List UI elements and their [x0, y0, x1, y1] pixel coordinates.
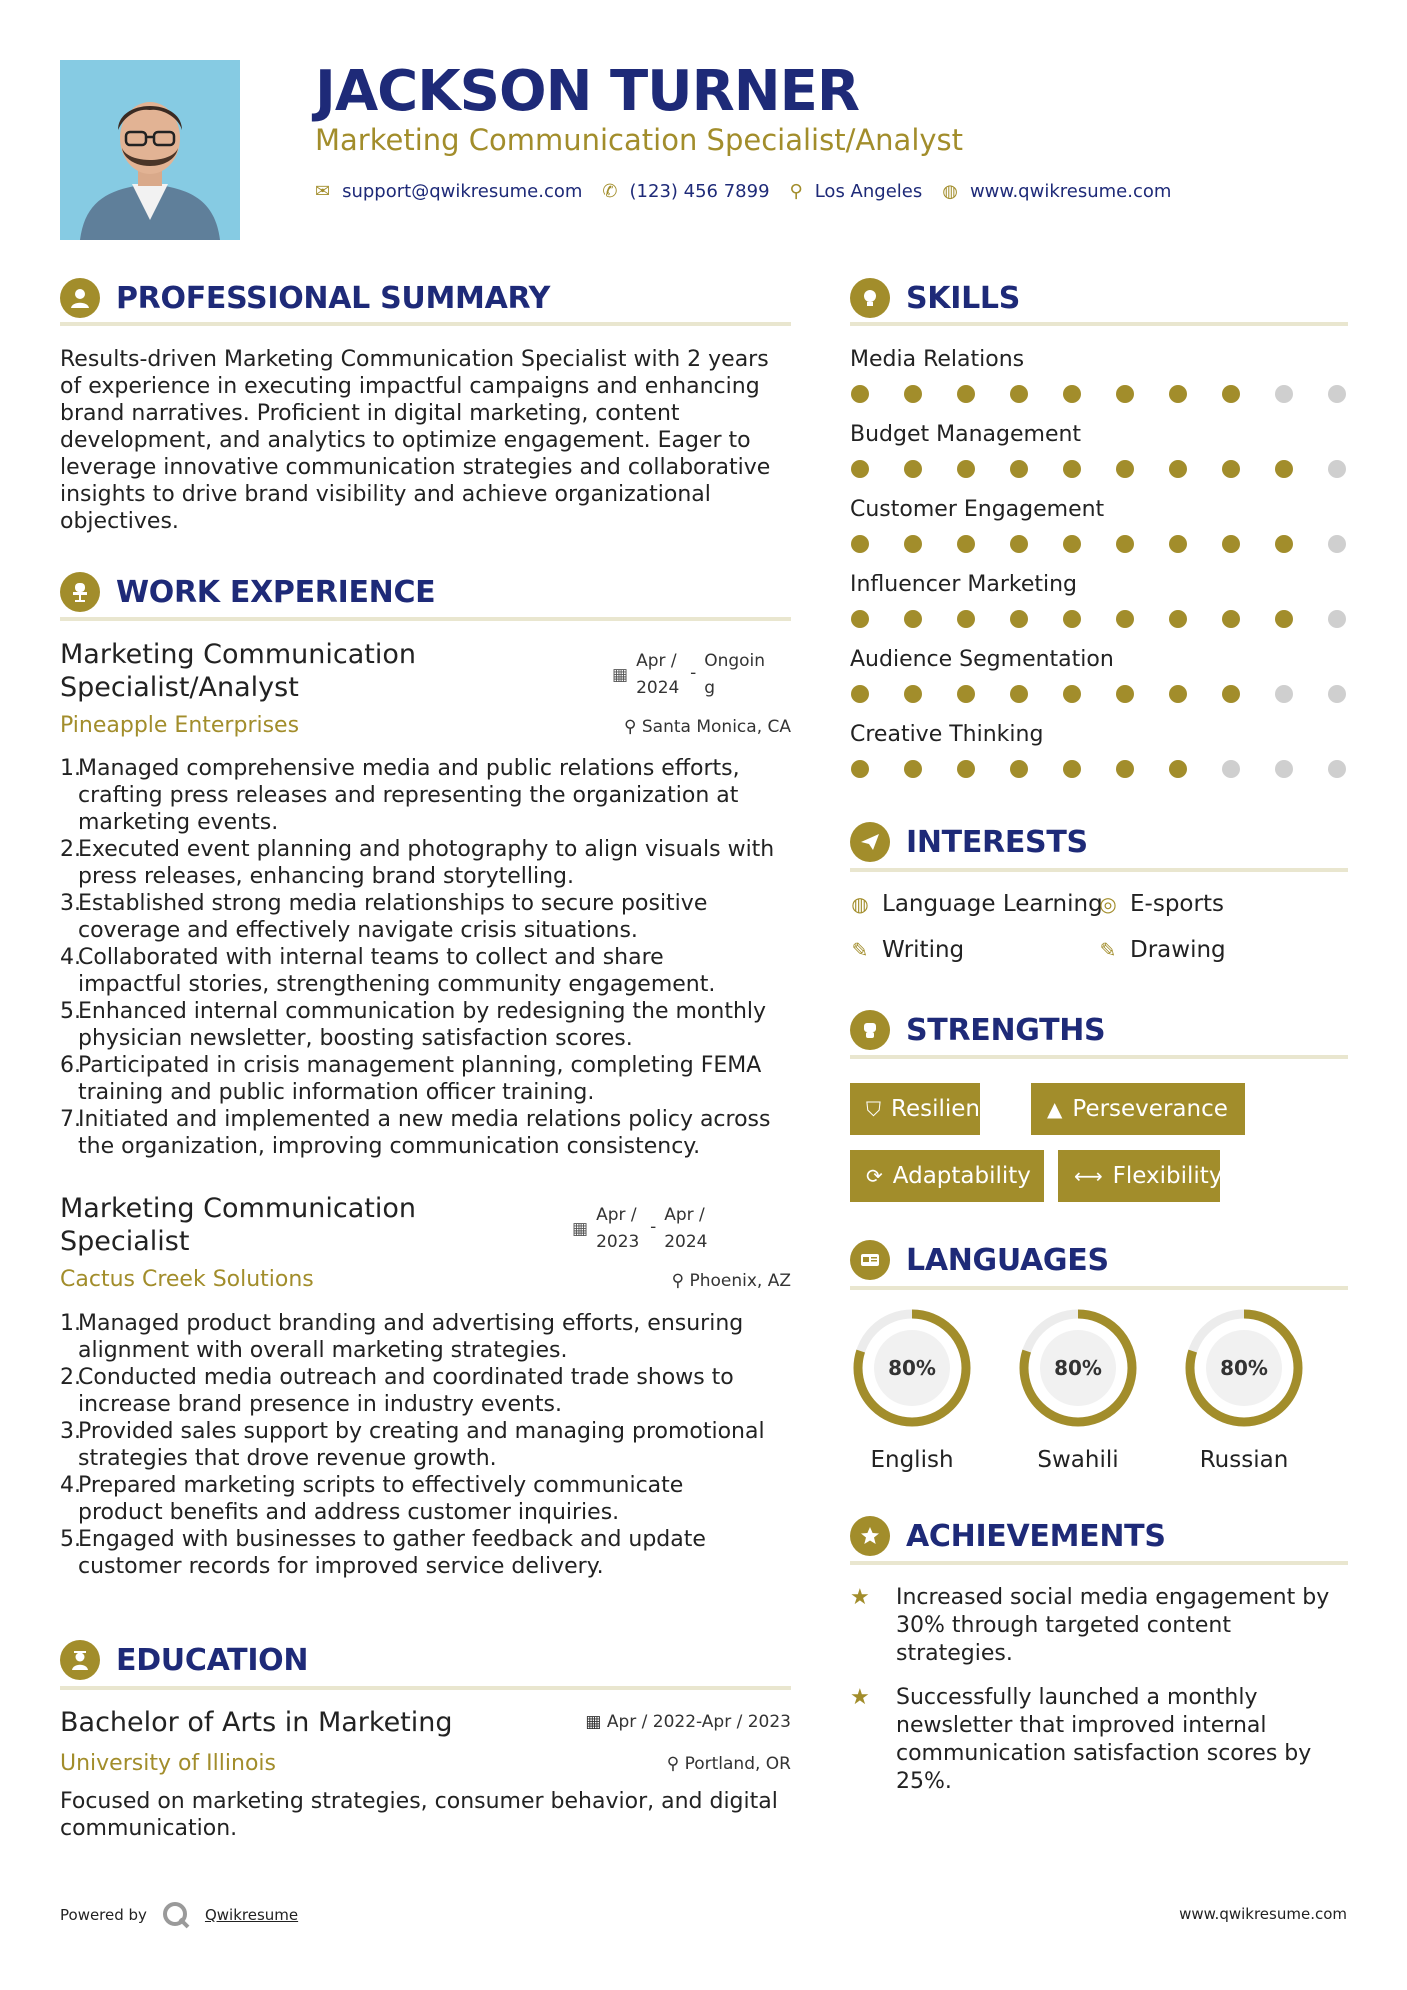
id-card-icon [850, 1240, 890, 1280]
contact-bar [315, 178, 1191, 206]
company-name: Cactus Creek Solutions [60, 1267, 314, 1292]
road-icon: ▲ [1047, 1097, 1063, 1121]
arrows-horizontal-icon: ⟷ [1074, 1164, 1103, 1188]
skill-dot-empty [1328, 535, 1346, 553]
footer-powered-by: Powered by Qwikresume [60, 1900, 298, 1930]
skill-dot-filled [1222, 610, 1240, 628]
skill-dot-filled [904, 535, 922, 553]
skill-rating [851, 385, 1346, 403]
graduate-icon [60, 1640, 100, 1680]
skill-dot-filled [1010, 685, 1028, 703]
skill-dot-empty [1328, 760, 1346, 778]
job-title: Marketing Communication Specialist/Analyst [60, 639, 416, 703]
contact-location: Los Angeles [814, 181, 923, 202]
skill-dot-filled [851, 610, 869, 628]
skill-dot-filled [1063, 385, 1081, 403]
skill-dot-filled [1222, 535, 1240, 553]
qwikresume-logo-icon [161, 1900, 191, 1930]
skill-dot-filled [1222, 385, 1240, 403]
pencil-icon: ✎ [851, 938, 869, 962]
skill-dot-empty [1328, 385, 1346, 403]
fist-icon [850, 1010, 890, 1050]
job-bullet: 4. Collaborated with internal teams to collect and share impactful stories, strengthening community engagement. [60, 945, 716, 997]
text-line: insights to drive brand visibility and achieve organizational [60, 482, 711, 507]
company-name: Pineapple Enterprises [60, 713, 300, 738]
job-bullet: 3. Established strong media relationships to secure positive coverage and effectively navigate crisis situations. [60, 891, 708, 943]
globe-icon: ◍ [851, 892, 869, 916]
skill-name: Audience Segmentation [850, 647, 1114, 672]
skill-dot-filled [1063, 685, 1081, 703]
skill-dot-empty [1275, 385, 1293, 403]
text-line: communication. [60, 1816, 238, 1841]
lightbulb-icon [850, 278, 890, 318]
skill-dot-filled [904, 460, 922, 478]
strengths-heading [850, 1008, 1105, 1052]
skill-dot-filled [1169, 760, 1187, 778]
skill-dot-filled [1063, 610, 1081, 628]
calendar-icon: ▦ [572, 1219, 589, 1239]
candidate-name: JACKSON TURNER [315, 59, 860, 124]
skill-name: Customer Engagement [850, 497, 1105, 522]
text-line: brand narratives. Proficient in digital marketing, content [60, 401, 680, 426]
skill-dot-filled [957, 610, 975, 628]
skill-dot-filled [1010, 610, 1028, 628]
text-line: Focused on marketing strategies, consumer behavior, and digital [60, 1789, 778, 1814]
job-dates: ▦ Apr / 2024 - Ongoin g [612, 651, 766, 698]
skill-dot-filled [1116, 460, 1134, 478]
skill-dot-filled [851, 385, 869, 403]
achievement-text: Increased social media engagement by 30% through targeted content strategies. [896, 1585, 1330, 1666]
achievements-heading [850, 1514, 1166, 1558]
job-bullet: 1. Managed product branding and advertising efforts, ensuring alignment with overall marketing strategies. [60, 1311, 744, 1363]
skill-rating [851, 460, 1346, 478]
interest-item: ✎ Drawing [1099, 937, 1226, 963]
language-percent: 80% [888, 1356, 936, 1380]
pin-icon: ⚲ [666, 1754, 685, 1774]
language-name: English [870, 1447, 954, 1473]
skill-dot-filled [1063, 760, 1081, 778]
skill-dot-filled [1275, 610, 1293, 628]
skill-dot-filled [1275, 460, 1293, 478]
language-percent: 80% [1054, 1356, 1102, 1380]
skill-dot-filled [1169, 460, 1187, 478]
skill-dot-filled [957, 760, 975, 778]
strength-badge: ⛉ Resilience [850, 1083, 980, 1135]
strengths-title: STRENGTHS [906, 1012, 1106, 1048]
language-item [850, 1306, 974, 1474]
pin-icon: ⚲ [671, 1271, 690, 1291]
education-description [60, 1788, 810, 1842]
achievement-text: Successfully launched a monthly newsletter that improved internal communication satisfaction scores by 25%. [896, 1685, 1312, 1794]
user-icon [60, 278, 100, 318]
contact-email[interactable]: support@qwikresume.com [342, 181, 583, 202]
achievements-divider [850, 1561, 1348, 1565]
skill-dot-filled [1063, 460, 1081, 478]
skill-dot-filled [1222, 460, 1240, 478]
skill-dot-filled [1063, 535, 1081, 553]
language-item [1016, 1306, 1140, 1474]
skill-dot-filled [851, 685, 869, 703]
skill-dot-filled [1169, 385, 1187, 403]
skill-dot-filled [1010, 460, 1028, 478]
language-name: Russian [1199, 1447, 1289, 1473]
skill-dot-filled [957, 385, 975, 403]
footer-site[interactable]: www.qwikresume.com [1179, 1905, 1347, 1923]
achievements-title: ACHIEVEMENTS [906, 1518, 1166, 1554]
interest-item: ◎ E-sports [1099, 891, 1224, 917]
job-title: Marketing Communication Specialist [60, 1193, 416, 1257]
summary-title: PROFESSIONAL SUMMARY [116, 280, 551, 316]
skill-dot-filled [1116, 760, 1134, 778]
star-icon: ★ [850, 1585, 870, 1610]
skill-dot-empty [1328, 685, 1346, 703]
education-location: ⚲ Portland, OR [666, 1754, 791, 1774]
interests-title: INTERESTS [906, 824, 1088, 860]
profile-photo [60, 60, 240, 240]
education-heading [60, 1638, 308, 1682]
pencil-icon: ✎ [1099, 938, 1117, 962]
text-line: Results-driven Marketing Communication Specialist with 2 years [60, 347, 769, 372]
skill-name: Media Relations [850, 347, 1025, 372]
skill-dot-filled [1010, 535, 1028, 553]
summary-divider [60, 322, 791, 326]
skills-title: SKILLS [906, 280, 1021, 316]
skill-dot-filled [851, 760, 869, 778]
experience-heading [60, 570, 435, 614]
pin-icon: ⚲ [624, 717, 642, 737]
skill-rating [851, 610, 1346, 628]
language-progress-ring [1182, 1306, 1306, 1430]
map-pin-icon: ⚲ [789, 181, 803, 202]
job-dates: ▦ Apr / 2023 - Apr / 2024 [572, 1205, 708, 1252]
job-location: ⚲ Santa Monica, CA [624, 717, 791, 737]
refresh-icon: ⟳ [866, 1164, 883, 1188]
interests-divider [850, 868, 1348, 872]
contact-website[interactable]: www.qwikresume.com [969, 181, 1172, 202]
skill-dot-empty [1222, 760, 1240, 778]
footer-brand-link[interactable]: Qwikresume [204, 1906, 299, 1924]
skill-dot-filled [1010, 385, 1028, 403]
language-item [1182, 1306, 1306, 1474]
education-title: EDUCATION [116, 1642, 309, 1678]
language-progress-ring [1016, 1306, 1140, 1430]
languages-title: LANGUAGES [906, 1242, 1109, 1278]
degree-title: Bachelor of Arts in Marketing [60, 1707, 453, 1738]
skill-dot-filled [851, 460, 869, 478]
skill-dot-filled [851, 535, 869, 553]
job-bullet: 2. Conducted media outreach and coordinated trade shows to increase brand presence in industry events. [60, 1365, 734, 1417]
job-bullet: 7. Initiated and implemented a new media relations policy across the organization, improving communication consistency. [60, 1107, 771, 1159]
experience-divider [60, 617, 791, 621]
job-bullet: 4. Prepared marketing scripts to effectively communicate product benefits and address customer inquiries. [60, 1473, 684, 1525]
star-icon: ★ [850, 1685, 870, 1710]
job-bullet: 6. Participated in crisis management planning, completing FEMA training and public information officer training. [60, 1053, 762, 1105]
job-bullet: 3. Provided sales support by creating and managing promotional strategies that drove revenue growth. [60, 1419, 765, 1471]
skill-name: Influencer Marketing [850, 572, 1078, 597]
school-name: University of Illinois [60, 1751, 276, 1776]
interest-item: ✎ Writing [851, 937, 965, 963]
skill-dot-filled [904, 610, 922, 628]
skill-dot-filled [1169, 535, 1187, 553]
text-line: objectives. [60, 509, 179, 534]
skill-dot-filled [1116, 535, 1134, 553]
paper-plane-icon [850, 822, 890, 862]
job-bullet: 5. Enhanced internal communication by redesigning the monthly physician newsletter, boosting satisfaction scores. [60, 999, 767, 1051]
languages-heading [850, 1238, 1109, 1282]
skills-divider [850, 322, 1348, 326]
summary-heading [60, 276, 550, 320]
skill-dot-empty [1328, 610, 1346, 628]
education-divider [60, 1686, 791, 1690]
job-bullets [60, 755, 805, 1160]
skill-dot-filled [1010, 760, 1028, 778]
language-name: Swahili [1037, 1447, 1119, 1473]
shield-icon: ⛉ [866, 1097, 881, 1121]
skill-rating [851, 760, 1346, 778]
job-bullets [60, 1310, 805, 1580]
skill-dot-empty [1328, 460, 1346, 478]
skills-heading [850, 276, 1020, 320]
email-icon: ✉ [315, 181, 331, 202]
skill-dot-filled [1275, 535, 1293, 553]
skill-dot-filled [1116, 385, 1134, 403]
strengths-divider [850, 1055, 1348, 1059]
skill-dot-filled [1169, 685, 1187, 703]
achievement-item [850, 1684, 1350, 1796]
language-percent: 80% [1220, 1356, 1268, 1380]
skill-dot-filled [904, 760, 922, 778]
skill-name: Budget Management [850, 422, 1082, 447]
skill-dot-filled [904, 385, 922, 403]
calendar-icon: ▦ [612, 665, 629, 685]
chair-icon [60, 572, 100, 612]
languages-divider [850, 1286, 1348, 1290]
skill-dot-filled [1116, 685, 1134, 703]
text-line: of experience in executing impactful campaigns and enhancing [60, 374, 760, 399]
skill-dot-empty [1275, 760, 1293, 778]
skill-dot-filled [957, 535, 975, 553]
contact-phone[interactable]: (123) 456 7899 [629, 181, 770, 202]
skill-rating [851, 535, 1346, 553]
interest-item: ◍ Language Learning [851, 891, 1103, 917]
job-bullet: 1. Managed comprehensive media and public relations efforts, crafting press releases and representing the organization at marketing events. [60, 756, 740, 835]
text-line: development, and analytics to optimize engagement. Eager to [60, 428, 751, 453]
summary-text [60, 346, 800, 535]
job-bullet: 2. Executed event planning and photography to align visuals with press releases, enhancing brand storytelling. [60, 837, 775, 889]
skill-rating [851, 685, 1346, 703]
skill-dot-filled [1169, 610, 1187, 628]
lifebuoy-icon: ◎ [1099, 892, 1117, 916]
interests-heading [850, 820, 1088, 864]
phone-icon: ✆ [602, 181, 618, 202]
skill-dot-filled [957, 685, 975, 703]
skill-name: Creative Thinking [850, 722, 1044, 747]
experience-title: WORK EXPERIENCE [116, 574, 436, 610]
achievement-item [850, 1584, 1350, 1668]
text-line: leverage innovative communication strategies and collaborative [60, 455, 771, 480]
candidate-role: Marketing Communication Specialist/Analyst [315, 123, 964, 157]
skill-dot-filled [957, 460, 975, 478]
skill-dot-filled [1222, 685, 1240, 703]
star-badge-icon [850, 1516, 890, 1556]
skill-dot-filled [904, 685, 922, 703]
strength-badge: ⟷ Flexibility [1058, 1150, 1220, 1202]
language-progress-ring [850, 1306, 974, 1430]
job-bullet: 5. Engaged with businesses to gather feedback and update customer records for improved service delivery. [60, 1527, 706, 1579]
strength-badge: ⟳ Adaptability [850, 1150, 1044, 1202]
skill-dot-empty [1275, 685, 1293, 703]
strength-badge: ▲ Perseverance [1031, 1083, 1245, 1135]
globe-icon: ◍ [942, 181, 958, 202]
skill-dot-filled [1116, 610, 1134, 628]
job-location: ⚲ Phoenix, AZ [671, 1271, 791, 1291]
calendar-icon: ▦ [585, 1712, 607, 1732]
education-dates: ▦ Apr / 2022-Apr / 2023 [585, 1712, 791, 1732]
